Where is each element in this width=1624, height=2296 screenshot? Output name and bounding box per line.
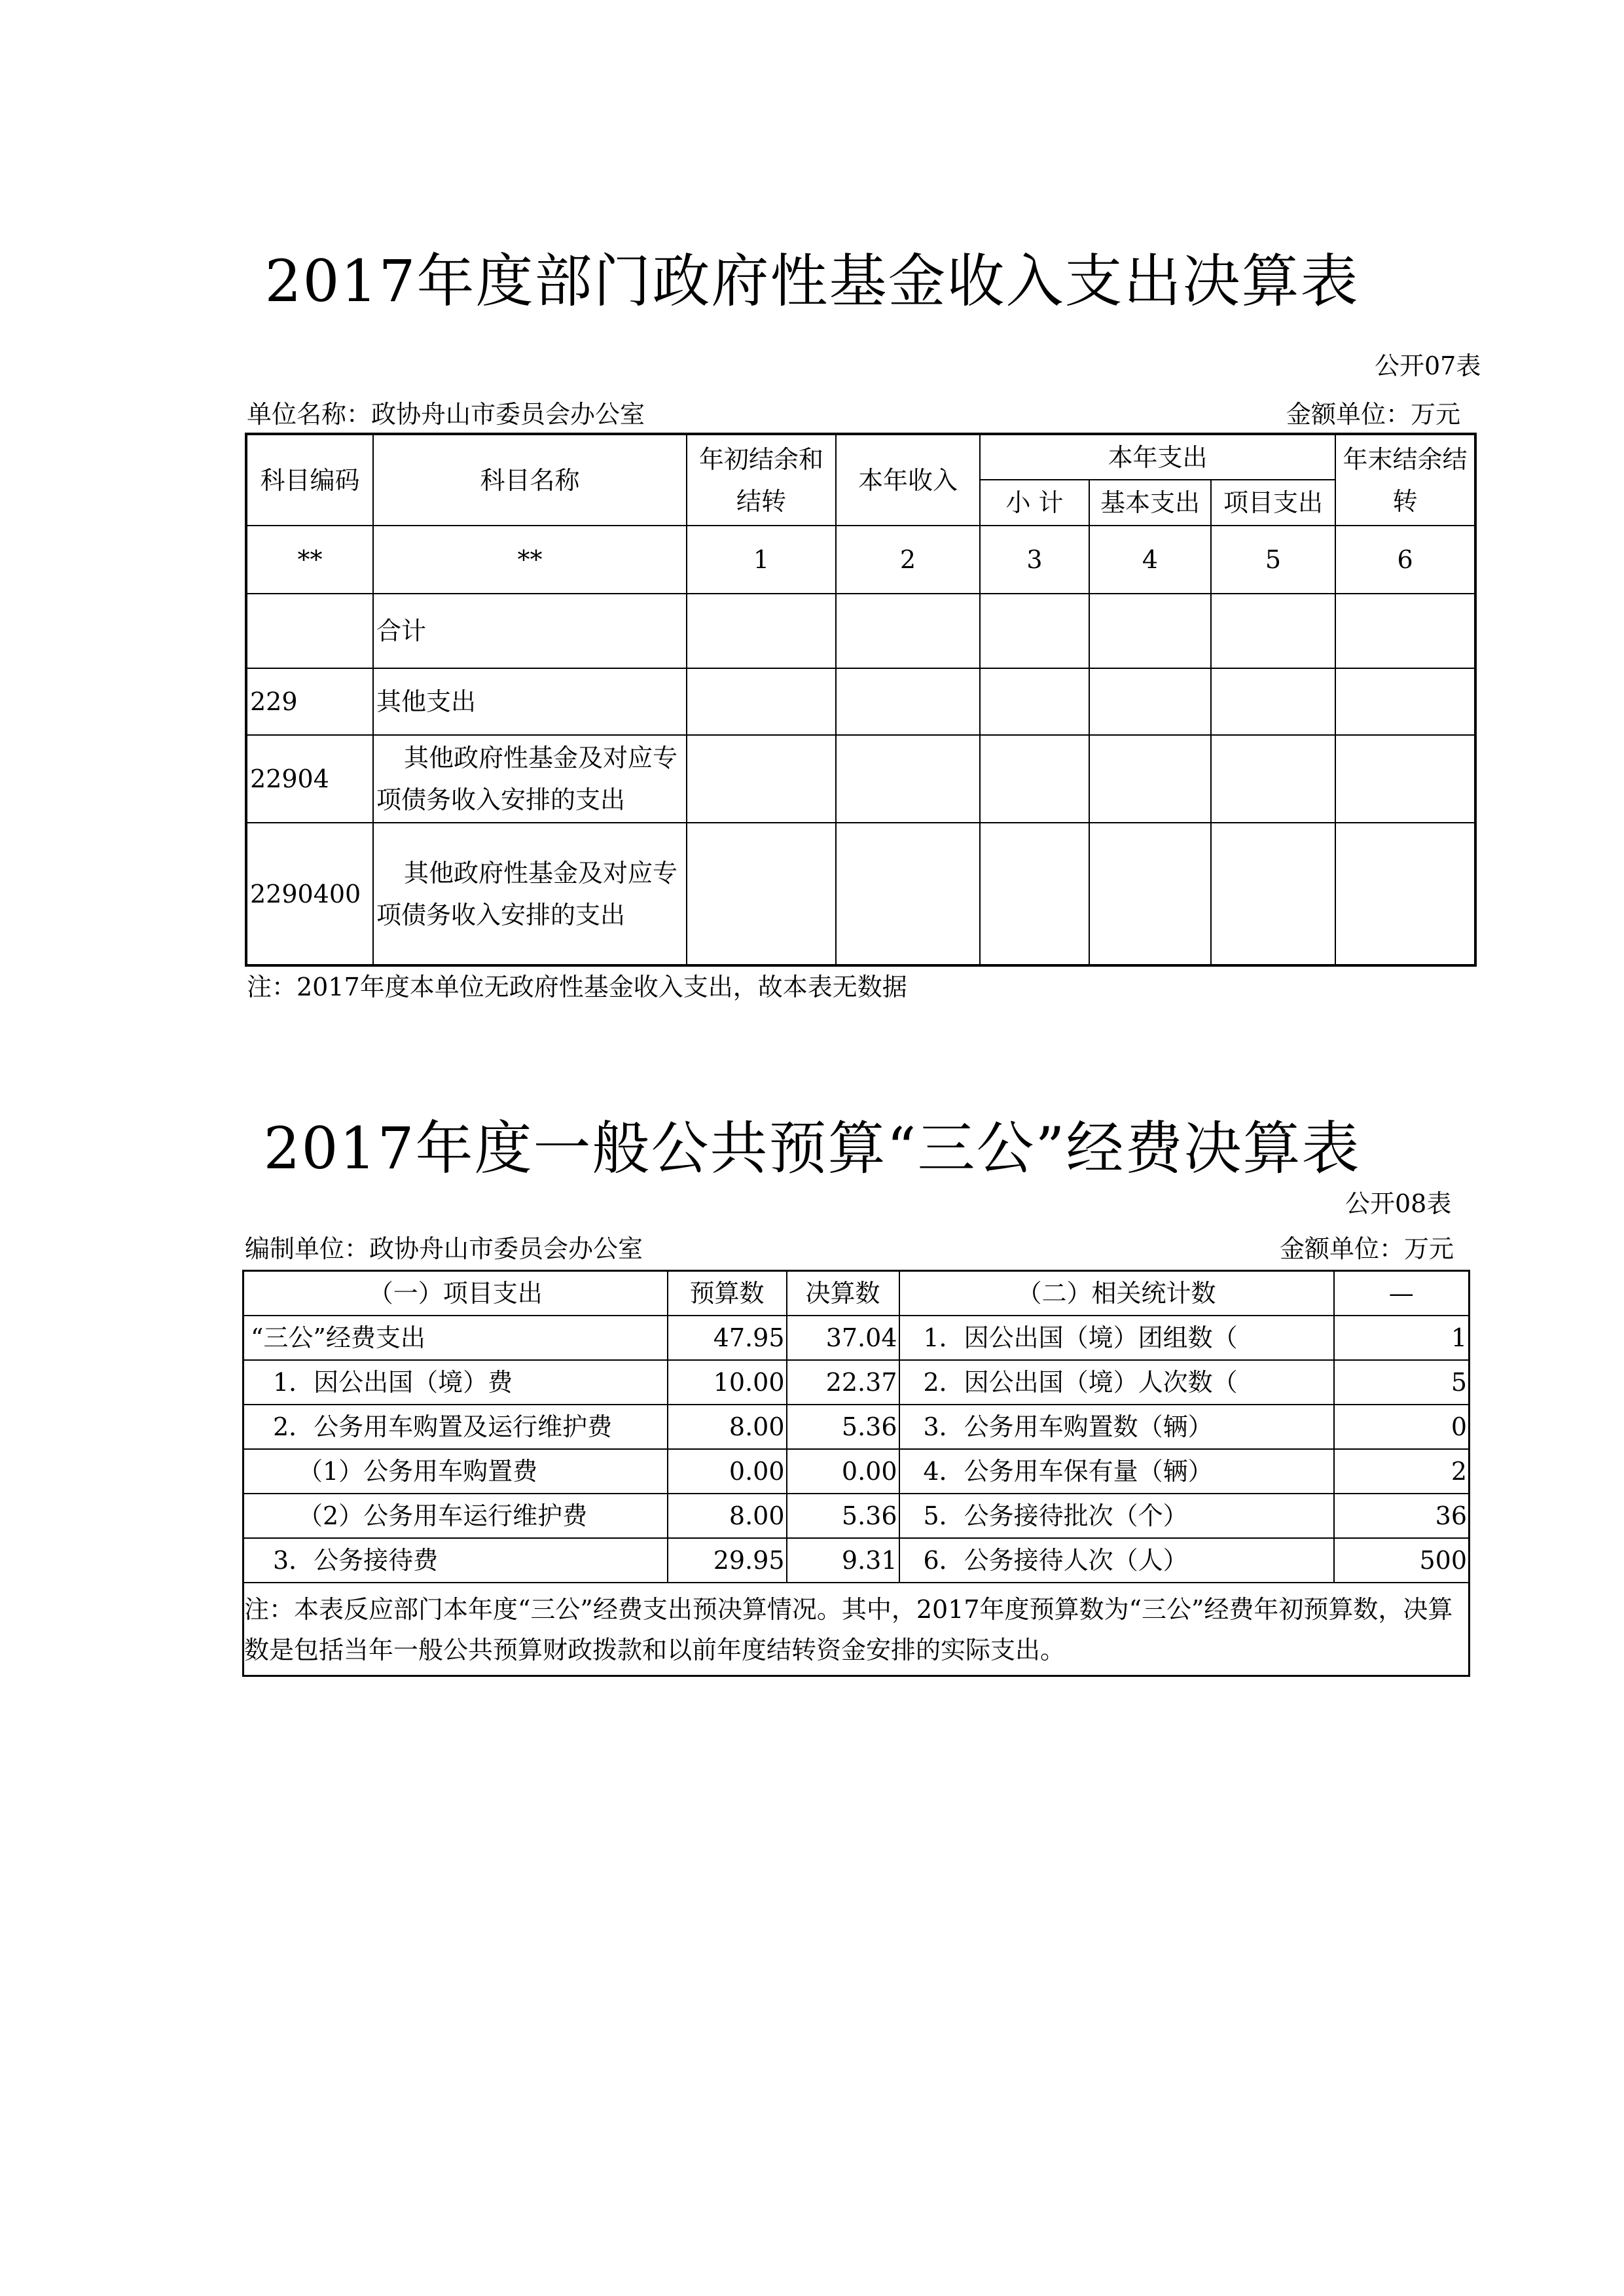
table2-number: 公开08表: [1345, 1189, 1452, 1218]
three-public-table: [242, 1270, 1470, 1677]
row-final: 5.36: [787, 1405, 899, 1449]
table1-note: 注：2017年度本单位无政府性基金收入支出，故本表无数据: [247, 973, 907, 1001]
table-row: [244, 1405, 1470, 1449]
fund-table: [245, 433, 1477, 967]
row-value: 1: [1334, 1316, 1470, 1360]
row-name: 其他政府性基金及对应专项债务收入安排的支出: [373, 735, 687, 823]
table2-title: 2017年度一般公共预算“三公”经费决算表: [263, 1115, 1361, 1182]
table-row: [244, 1494, 1470, 1538]
header-row: [244, 1271, 1470, 1316]
row-stat: 3．公务用车购置数（辆）: [899, 1405, 1334, 1449]
row-item: “三公”经费支出: [244, 1316, 668, 1360]
table-row: [244, 1360, 1470, 1405]
row-stat: 4．公务用车保有量（辆）: [899, 1449, 1334, 1494]
header-final: 决算数: [787, 1271, 899, 1316]
index-cell: 3: [980, 526, 1089, 594]
header-stats: （二）相关统计数: [899, 1271, 1334, 1316]
index-cell: **: [246, 526, 373, 594]
row-stat: 5．公务接待批次（个）: [899, 1494, 1334, 1538]
header-project: 项目支出: [1211, 480, 1335, 526]
header-income: 本年收入: [836, 434, 980, 526]
row-value: 36: [1334, 1494, 1470, 1538]
header-basic: 基本支出: [1089, 480, 1211, 526]
row-code: 229: [246, 668, 373, 735]
index-cell: 4: [1089, 526, 1211, 594]
index-cell: 1: [687, 526, 836, 594]
row-stat: 6．公务接待人次（人）: [899, 1538, 1334, 1583]
row-name: 合计: [373, 594, 687, 668]
table-row: [246, 735, 1475, 823]
table-row: [246, 668, 1475, 735]
table1-unit-label: 单位名称：政协舟山市委员会办公室: [247, 400, 645, 429]
index-cell: 6: [1335, 526, 1475, 594]
row-name: 其他支出: [373, 668, 687, 735]
index-cell: **: [373, 526, 687, 594]
row-value: 500: [1334, 1538, 1470, 1583]
row-value: 0: [1334, 1405, 1470, 1449]
row-stat: 1．因公出国（境）团组数（: [899, 1316, 1334, 1360]
row-budget: 29.95: [668, 1538, 787, 1583]
row-budget: 47.95: [668, 1316, 787, 1360]
header-name: 科目名称: [373, 434, 687, 526]
row-budget: 0.00: [668, 1449, 787, 1494]
row-budget: 8.00: [668, 1405, 787, 1449]
header-dash: —: [1334, 1271, 1470, 1316]
row-budget: 10.00: [668, 1360, 787, 1405]
row-item: （1）公务用车购置费: [244, 1449, 668, 1494]
header-budget: 预算数: [668, 1271, 787, 1316]
row-item: 3．公务接待费: [244, 1538, 668, 1583]
row-value: 2: [1334, 1449, 1470, 1494]
index-cell: 2: [836, 526, 980, 594]
row-final: 22.37: [787, 1360, 899, 1405]
row-final: 37.04: [787, 1316, 899, 1360]
row-code: [246, 594, 373, 668]
header-opening: 年初结余和结转: [687, 434, 836, 526]
row-item: （2）公务用车运行维护费: [244, 1494, 668, 1538]
row-value: 5: [1334, 1360, 1470, 1405]
header-subtotal: 小 计: [980, 480, 1089, 526]
row-item: 1．因公出国（境）费: [244, 1360, 668, 1405]
header-code: 科目编码: [246, 434, 373, 526]
row-budget: 8.00: [668, 1494, 787, 1538]
index-row: [246, 526, 1475, 594]
table1-amount-unit: 金额单位：万元: [1286, 400, 1461, 429]
table-row: [244, 1538, 1470, 1583]
table-row: [246, 594, 1475, 668]
index-cell: 5: [1211, 526, 1335, 594]
table1-number: 公开07表: [1375, 351, 1481, 380]
row-item: 2．公务用车购置及运行维护费: [244, 1405, 668, 1449]
row-final: 0.00: [787, 1449, 899, 1494]
table-row: [246, 823, 1475, 965]
table2-amount-unit: 金额单位：万元: [1280, 1234, 1454, 1263]
row-name: 其他政府性基金及对应专项债务收入安排的支出: [373, 823, 687, 965]
row-stat: 2．因公出国（境）人次数（: [899, 1360, 1334, 1405]
row-final: 9.31: [787, 1538, 899, 1583]
header-closing: 年末结余结转: [1335, 434, 1475, 526]
table1-title: 2017年度部门政府性基金收入支出决算表: [264, 247, 1360, 315]
row-code: 22904: [246, 735, 373, 823]
table2-note: 注：本表反应部门本年度“三公”经费支出预决算情况。其中，2017年度预算数为“三公”经费年初预算数，决算数是包括当年一般公共预算财政拨款和以前年度结转资金安排的实际支出。: [244, 1583, 1470, 1676]
header-item: （一）项目支出: [244, 1271, 668, 1316]
header-expense: 本年支出: [980, 434, 1335, 480]
row-code: 2290400: [246, 823, 373, 965]
table-row: [244, 1449, 1470, 1494]
note-row: [244, 1583, 1470, 1676]
table-row: [244, 1316, 1470, 1360]
table2-unit-label: 编制单位：政协舟山市委员会办公室: [245, 1234, 643, 1263]
row-final: 5.36: [787, 1494, 899, 1538]
